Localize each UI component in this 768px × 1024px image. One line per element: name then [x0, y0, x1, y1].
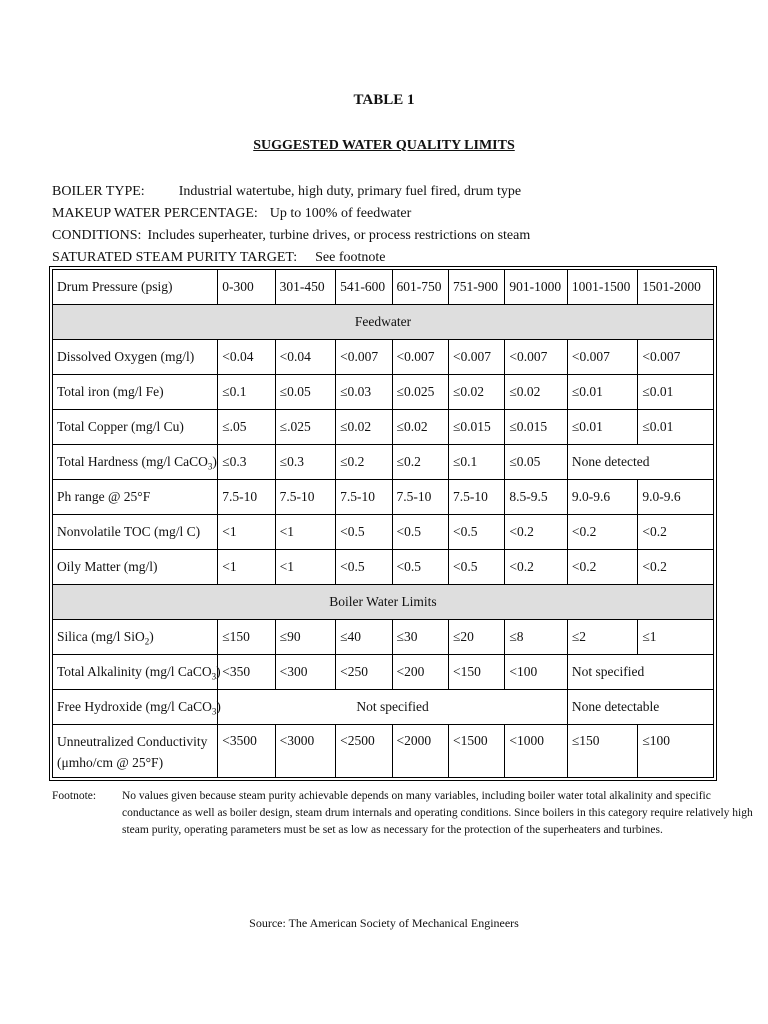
table-cell: <150 [448, 655, 504, 690]
table-cell: 8.5-9.5 [505, 480, 567, 515]
merged-cell: None detectable [567, 690, 713, 725]
table-cell: ≤0.3 [275, 445, 335, 480]
row-label-text: Free Hydroxide (mg/l CaCO [57, 699, 212, 714]
header-row [53, 270, 714, 305]
table-cell: <0.007 [392, 340, 448, 375]
section-row [53, 305, 714, 340]
table-header-cell: 901-1000 [505, 270, 567, 305]
row-label-close: ) [216, 664, 221, 679]
boiler-info [52, 181, 530, 269]
table-cell: <0.007 [505, 340, 567, 375]
table-cell: <0.5 [392, 550, 448, 585]
table-cell: ≤8 [505, 620, 567, 655]
table-cell: ≤150 [218, 620, 275, 655]
row-label [53, 655, 221, 690]
table-header-cell: 601-750 [392, 270, 448, 305]
source-citation: Source: The American Society of Mechanical Engineers [249, 916, 519, 930]
table-cell: <0.5 [448, 515, 504, 550]
table-cell: <1 [275, 550, 335, 585]
row-label-text: Total Alkalinity (mg/l CaCO [57, 664, 212, 679]
table-cell: <0.2 [567, 515, 638, 550]
table-cell: ≤0.02 [448, 375, 504, 410]
row-label-close: ) [212, 454, 217, 469]
table-cell: <0.04 [275, 340, 335, 375]
table-cell: <0.5 [448, 550, 504, 585]
table-header-cell: 1001-1500 [567, 270, 638, 305]
table-cell: 7.5-10 [392, 480, 448, 515]
section-feedwater: Feedwater [53, 305, 714, 340]
row-label: Ph range @ 25°F [53, 480, 218, 515]
table-cell: ≤0.025 [392, 375, 448, 410]
section-row [53, 585, 714, 620]
row-label: Total Copper (mg/l Cu) [53, 410, 218, 445]
table-row [53, 620, 714, 655]
table-cell: <0.5 [336, 515, 392, 550]
table-cell: ≤150 [567, 725, 638, 778]
table-header-cell: 541-600 [336, 270, 392, 305]
table-cell: ≤0.03 [336, 375, 392, 410]
table-cell: <250 [336, 655, 392, 690]
table-cell: ≤2 [567, 620, 638, 655]
table-cell: ≤0.015 [448, 410, 504, 445]
table-cell: ≤.05 [218, 410, 275, 445]
water-quality-table [49, 266, 717, 781]
table-cell: ≤0.01 [638, 375, 714, 410]
table-cell: <2500 [336, 725, 392, 778]
table-cell: <0.007 [638, 340, 714, 375]
table-cell: ≤0.2 [336, 445, 392, 480]
table-row [53, 725, 714, 778]
table-cell: ≤100 [638, 725, 714, 778]
table-row [53, 480, 714, 515]
table-cell: <0.007 [448, 340, 504, 375]
table-cell: <1500 [448, 725, 504, 778]
table-cell: <2000 [392, 725, 448, 778]
row-label [53, 690, 221, 725]
row-label [53, 725, 218, 778]
table-cell: <0.2 [505, 515, 567, 550]
subscript: 3 [207, 461, 213, 472]
table-cell: 7.5-10 [448, 480, 504, 515]
table-cell: <0.007 [336, 340, 392, 375]
table-cell: ≤0.05 [505, 445, 567, 480]
table-row [53, 515, 714, 550]
table-cell: <200 [392, 655, 448, 690]
table-row [53, 655, 714, 690]
subscript: 2 [144, 636, 150, 647]
table-cell: <1 [218, 515, 275, 550]
table-cell: ≤90 [275, 620, 335, 655]
table-header-cell: Drum Pressure (psig) [53, 270, 218, 305]
boiler-type-row [52, 181, 530, 203]
table-cell: <0.5 [392, 515, 448, 550]
table-row [53, 410, 714, 445]
table-cell: ≤20 [448, 620, 504, 655]
row-label-close: ) [149, 629, 154, 644]
makeup-row [52, 203, 530, 225]
table-header-cell: 1501-2000 [638, 270, 714, 305]
table-cell: ≤0.1 [218, 375, 275, 410]
subscript: 3 [211, 671, 217, 682]
table-cell: <0.2 [638, 550, 714, 585]
table-row [53, 445, 714, 480]
table-cell: 9.0-9.6 [567, 480, 638, 515]
row-label-close: ) [216, 699, 221, 714]
merged-cell: Not specified [567, 655, 713, 690]
table-cell: <0.5 [336, 550, 392, 585]
table-row [53, 550, 714, 585]
row-label-line: (μmho/cm @ 25°F) [57, 755, 164, 770]
row-label-text: Total Hardness (mg/l CaCO [57, 454, 208, 469]
table-row [53, 375, 714, 410]
footnote-text: No values given because steam purity achievable depends on many variables, including boiler water total alkalinity and specific conductance as well as boiler design, steam drum internals and operating conditions. Since boilers in this category require relatively high steam purity, operating parameters must be set as low as necessary for the protection of the superheaters and turbines. [122, 790, 753, 836]
table-cell: ≤0.01 [638, 410, 714, 445]
table-cell: <1 [218, 550, 275, 585]
table-cell: ≤0.3 [218, 445, 275, 480]
table-header-cell: 0-300 [218, 270, 275, 305]
table-header-cell: 301-450 [275, 270, 335, 305]
table-cell: ≤1 [638, 620, 714, 655]
table-cell: <3500 [218, 725, 275, 778]
table-cell: <0.2 [567, 550, 638, 585]
table-cell: 7.5-10 [336, 480, 392, 515]
table-cell: 7.5-10 [218, 480, 275, 515]
makeup-label: MAKEUP WATER PERCENTAGE: [52, 206, 258, 221]
row-label: Dissolved Oxygen (mg/l) [53, 340, 218, 375]
table-subtitle: SUGGESTED WATER QUALITY LIMITS [253, 138, 515, 153]
boiler-type-label: BOILER TYPE: [52, 184, 145, 199]
table-cell: <300 [275, 655, 335, 690]
table-cell: ≤0.05 [275, 375, 335, 410]
table-cell: ≤40 [336, 620, 392, 655]
row-label: Nonvolatile TOC (mg/l C) [53, 515, 218, 550]
subscript: 3 [211, 706, 217, 717]
steam-purity-value: See footnote [315, 250, 386, 265]
table-cell: <0.2 [638, 515, 714, 550]
table-cell: ≤0.1 [448, 445, 504, 480]
conditions-value: Includes superheater, turbine drives, or process restrictions on steam [147, 228, 531, 243]
row-label-line: Unneutralized Conductivity [57, 734, 208, 749]
table-cell: <100 [505, 655, 567, 690]
row-label: Total iron (mg/l Fe) [53, 375, 218, 410]
boiler-type-value: Industrial watertube, high duty, primary fuel fired, drum type [178, 184, 522, 199]
merged-cell: Not specified [218, 690, 568, 725]
table-cell: ≤0.02 [336, 410, 392, 445]
table-cell: 9.0-9.6 [638, 480, 714, 515]
table-cell: ≤0.02 [505, 375, 567, 410]
table-cell: ≤.025 [275, 410, 335, 445]
table-cell: ≤0.015 [505, 410, 567, 445]
table-cell: ≤0.01 [567, 375, 638, 410]
table-cell: ≤0.02 [392, 410, 448, 445]
makeup-value: Up to 100% of feedwater [269, 206, 412, 221]
section-boiler-water: Boiler Water Limits [53, 585, 714, 620]
merged-cell: None detected [567, 445, 713, 480]
conditions-label: CONDITIONS: [52, 228, 142, 243]
row-label [53, 620, 218, 655]
table-cell: <0.007 [567, 340, 638, 375]
table-row [53, 340, 714, 375]
table-cell: ≤0.2 [392, 445, 448, 480]
row-label-text: Silica (mg/l SiO [57, 629, 145, 644]
table-cell: ≤0.01 [567, 410, 638, 445]
footnote-label: Footnote: [52, 790, 97, 802]
row-label: Oily Matter (mg/l) [53, 550, 218, 585]
table-header-cell: 751-900 [448, 270, 504, 305]
table-cell: <350 [218, 655, 275, 690]
table-cell: <3000 [275, 725, 335, 778]
page-title: TABLE 1 [353, 92, 415, 108]
table-cell: <0.04 [218, 340, 275, 375]
row-label [53, 445, 218, 480]
conditions-row [52, 225, 530, 247]
table-cell: <1 [275, 515, 335, 550]
table-cell: <1000 [505, 725, 567, 778]
steam-purity-label: SATURATED STEAM PURITY TARGET: [52, 250, 298, 265]
table-row [53, 690, 714, 725]
table-cell: ≤30 [392, 620, 448, 655]
table-cell: 7.5-10 [275, 480, 335, 515]
table-cell: <0.2 [505, 550, 567, 585]
